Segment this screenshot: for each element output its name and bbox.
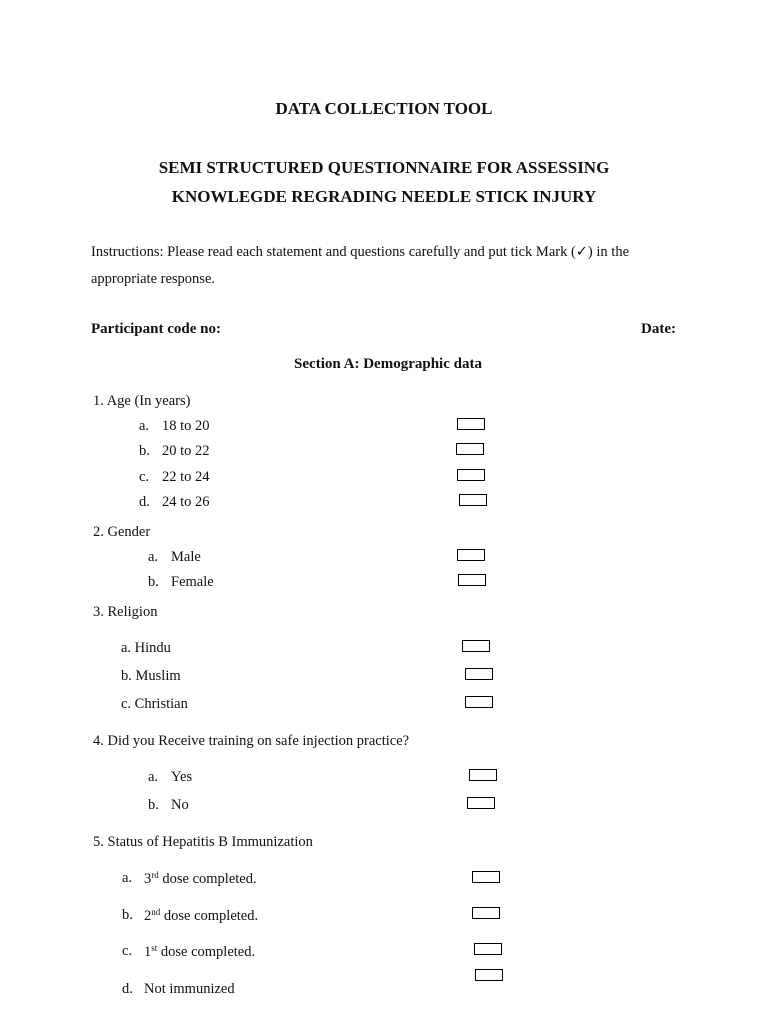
option-label: a. Hindu [121,640,171,656]
option-letter: b. [122,907,133,923]
option-label: Male [171,549,201,565]
option-label: Not immunized [144,981,235,997]
option-label: Yes [171,769,193,785]
option-label: No [171,797,189,813]
option-letter: d. [122,981,133,997]
option-letter: b. [148,574,159,590]
option-label: 22 to 24 [162,469,210,485]
checkbox-gender-male[interactable] [457,549,485,561]
option-letter: c. [122,943,133,959]
option-label: 24 to 26 [162,494,210,510]
checkbox-hepb-3rd[interactable] [472,871,500,883]
option-letter: a. [148,549,159,565]
option-letter: d. [139,494,150,510]
option-label: 20 to 22 [162,443,210,459]
instructions-line-1: Instructions: Please read each statement and questions carefully and put tick Mark (✓) in the [91,244,630,260]
option-letter: a. [122,870,133,886]
option-letter: a. [148,769,159,785]
question-religion: 3. Religion [93,604,158,620]
option-label: b. Muslim [121,668,181,684]
checkbox-religion-christian[interactable] [465,696,493,708]
question-hepatitis-b: 5. Status of Hepatitis B Immunization [93,834,313,850]
question-gender: 2. Gender [93,524,151,540]
option-letter: b. [139,443,150,459]
option-label: 2nd dose completed. [144,907,259,924]
option-letter: c. [139,469,150,485]
section-title: Section A: Demographic data [294,356,482,372]
checkbox-hepb-2nd[interactable] [472,907,500,919]
option-label: Female [171,574,214,590]
checkbox-hepb-not-immunized[interactable] [475,969,503,981]
checkbox-age-c[interactable] [457,469,485,481]
instructions-line-2: appropriate response. [91,271,216,287]
date-label: Date: [641,321,676,337]
checkbox-training-no[interactable] [467,797,495,809]
subtitle-line-1: SEMI STRUCTURED QUESTIONNAIRE FOR ASSESSING [158,158,610,177]
checkbox-gender-female[interactable] [458,574,486,586]
question-age: 1. Age (In years) [93,393,191,409]
option-letter: a. [139,418,150,434]
checkbox-religion-muslim[interactable] [465,668,493,680]
participant-code-label: Participant code no: [91,321,221,337]
checkbox-religion-hindu[interactable] [462,640,490,652]
option-letter: b. [148,797,159,813]
question-training: 4. Did you Receive training on safe injection practice? [93,733,410,749]
subtitle-line-2: KNOWLEGDE REGRADING NEEDLE STICK INJURY [171,187,597,206]
option-label: 18 to 20 [162,418,210,434]
checkbox-age-d[interactable] [459,494,487,506]
document-title: DATA COLLECTION TOOL [275,99,493,118]
checkbox-age-a[interactable] [457,418,485,430]
checkbox-hepb-1st[interactable] [474,943,502,955]
checkbox-training-yes[interactable] [469,769,497,781]
option-label: 1st dose completed. [144,943,256,960]
checkbox-age-b[interactable] [456,443,484,455]
option-label: 3rd dose completed. [144,870,257,887]
option-label: c. Christian [121,696,188,712]
